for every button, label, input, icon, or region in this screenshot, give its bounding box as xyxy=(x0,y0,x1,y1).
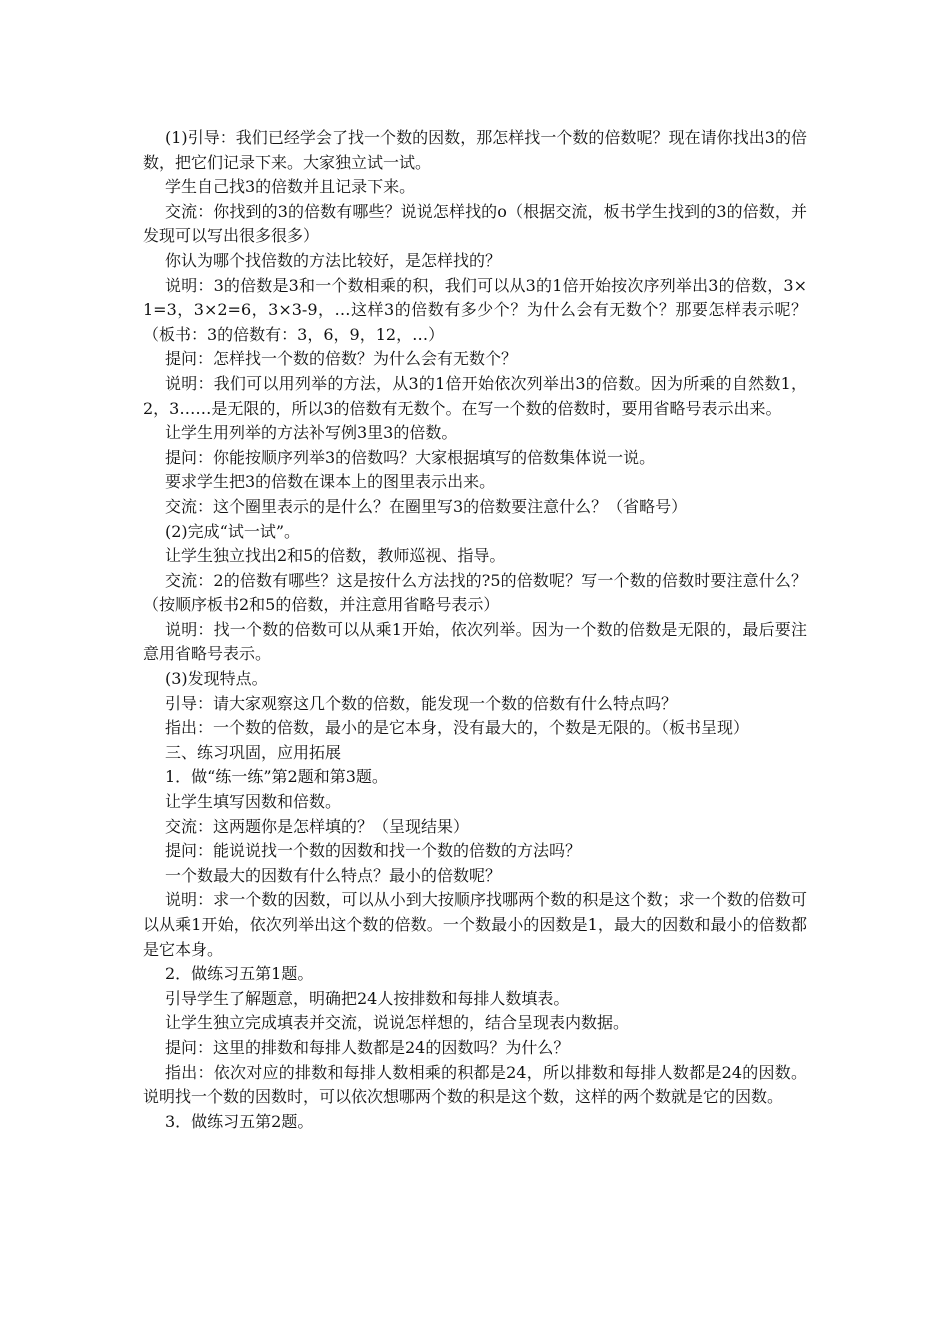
paragraph: 指出：依次对应的排数和每排人数相乘的积都是24，所以排数和每排人数都是24的因数。说明找一个数的因数时，可以依次想哪两个数的积是这个数，这样的两个数就是它的因数。 xyxy=(143,1062,807,1107)
document-page xyxy=(143,126,807,1134)
paragraph: 让学生填写因数和倍数。 xyxy=(165,792,342,812)
paragraph: 说明：我们可以用列举的方法，从3的1倍开始依次列举出3的倍数。因为所乘的自然数1，2，3……是无限的，所以3的倍数有无数个。在写一个数的倍数时，要用省略号表示出来。 xyxy=(143,373,807,418)
paragraph: 让学生独立找出2和5的倍数，教师巡视、指导。 xyxy=(165,546,506,566)
exercise-heading: 2．做练习五第1题。 xyxy=(165,964,314,984)
paragraph: 要求学生把3的倍数在课本上的图里表示出来。 xyxy=(165,472,496,492)
paragraph: 一个数最大的因数有什么特点？最小的倍数呢？ xyxy=(165,865,502,885)
section-heading: (2)完成“试一试”。 xyxy=(165,521,301,541)
section-heading: (3)发现特点。 xyxy=(165,669,268,689)
paragraph: 说明：3的倍数是3和一个数相乘的积，我们可以从3的1倍开始按次序列举出3的倍数，3×1=3，3×2=6，3×3-9，…这样3的倍数有多少个？为什么会有无数个？那要怎样表示呢？（板书：3的倍数有：3，6，9，12，…） xyxy=(143,275,807,344)
paragraph: 提问：能说说找一个数的因数和找一个数的倍数的方法吗？ xyxy=(165,841,582,861)
paragraph: 学生自己找3的倍数并且记录下来。 xyxy=(165,177,416,197)
paragraph: 说明：找一个数的倍数可以从乘1开始，依次列举。因为一个数的倍数是无限的，最后要注意用省略号表示。 xyxy=(143,619,807,664)
section-heading: 三、练习巩固，应用拓展 xyxy=(165,742,342,762)
exercise-heading: 1．做“练一练”第2题和第3题。 xyxy=(165,767,388,787)
paragraph: 引导学生了解题意，明确把24人按排数和每排人数填表。 xyxy=(165,988,570,1008)
paragraph: 交流：这两题你是怎样填的？（呈现结果） xyxy=(165,816,470,836)
paragraph: 提问：怎样找一个数的倍数？为什么会有无数个？ xyxy=(165,349,518,369)
paragraph: 引导：请大家观察这几个数的倍数，能发现一个数的倍数有什么特点吗？ xyxy=(165,693,678,713)
paragraph: 指出：一个数的倍数，最小的是它本身，没有最大的，个数是无限的。（板书呈现） xyxy=(165,718,750,738)
paragraph: 让学生独立完成填表并交流，说说怎样想的，结合呈现表内数据。 xyxy=(165,1013,630,1033)
paragraph: 交流：你找到的3的倍数有哪些？说说怎样找的o（根据交流，板书学生找到的3的倍数，并发现可以写出很多很多） xyxy=(143,201,807,246)
paragraph: 说明：求一个数的因数，可以从小到大按顺序找哪两个数的积是这个数；求一个数的倍数可以从乘1开始，依次列举出这个数的倍数。一个数最小的因数是1，最大的因数和最小的倍数都是它本身。 xyxy=(143,890,807,959)
paragraph: (1)引导：我们已经学会了找一个数的因数，那怎样找一个数的倍数呢？现在请你找出3的倍数，把它们记录下来。大家独立试一试。 xyxy=(143,128,807,172)
paragraph: 让学生用列举的方法补写例3里3的倍数。 xyxy=(165,423,458,443)
paragraph: 交流：这个圈里表示的是什么？在圈里写3的倍数要注意什么？（省略号） xyxy=(165,496,688,516)
exercise-heading: 3．做练习五第2题。 xyxy=(165,1111,314,1131)
paragraph: 交流：2的倍数有哪些？这是按什么方法找的?5的倍数呢？写一个数的倍数时要注意什么？（按顺序板书2和5的倍数，并注意用省略号表示） xyxy=(143,570,807,615)
paragraph: 提问：这里的排数和每排人数都是24的因数吗？为什么？ xyxy=(165,1037,570,1057)
paragraph: 你认为哪个找倍数的方法比较好，是怎样找的？ xyxy=(165,250,502,270)
paragraph: 提问：你能按顺序列举3的倍数吗？大家根据填写的倍数集体说一说。 xyxy=(165,447,656,467)
